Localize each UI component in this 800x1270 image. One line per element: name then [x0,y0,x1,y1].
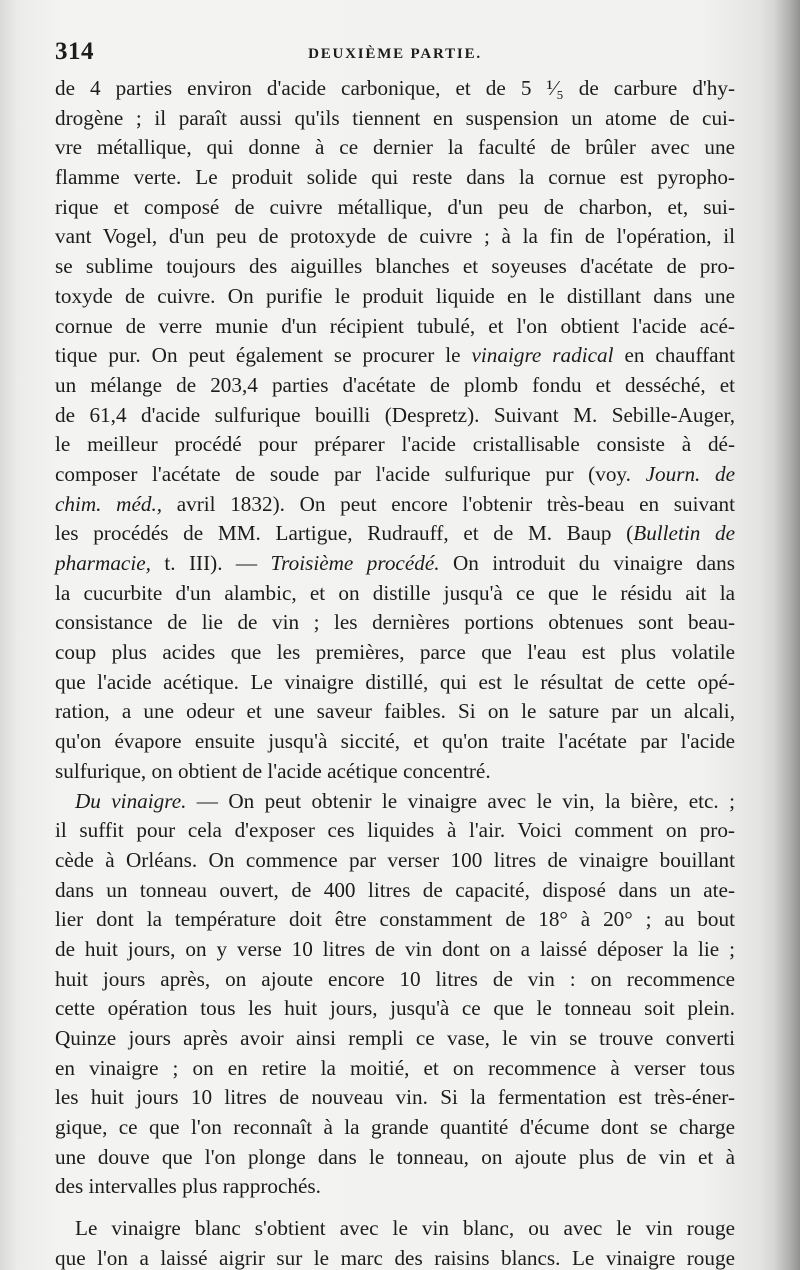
text-line: de 61,4 d'acide sulfurique bouilli (Despretz). Suivant M. Sebille-Auger, [55,402,735,427]
text-line-mixed [55,549,735,579]
text-line: cette opération tous les huit jours, jusqu'à ce que le tonneau soit plein. [55,996,735,1021]
text-line: le meilleur procédé pour préparer l'acide cristallisable consiste à dé- [55,432,735,457]
italic-citation: pharmacie, [55,551,151,575]
italic-citation: chim. méd., [55,491,163,516]
text-line: de 4 parties environ d'acide carbonique, et de 5 ¹⁄₅ de carbure d'hy- [55,76,735,100]
text-run: composer l'acétate de soude par l'acide sulfurique pur (voy. [55,461,646,486]
text-line: flamme verte. Le produit solide qui reste dans la cornue est pyropho- [55,165,735,190]
text-line: dans un tonneau ouvert, de 400 litres de capacité, disposé dans un ate- [55,877,735,902]
text-line: vant Vogel, d'un peu de protoxyde de cuivre ; à la fin de l'opération, il [55,224,735,249]
text-line: huit jours après, on ajoute encore 10 litres de vin : on recommence [55,966,735,991]
text-line-mixed [55,341,735,371]
text-line: des intervalles plus rapprochés. [55,1174,321,1199]
text-line-mixed [55,787,735,817]
text-line: se sublime toujours des aiguilles blanches et soyeuses d'acétate de pro- [55,254,735,279]
text-line: coup plus acides que les premières, parce que l'eau est plus volatile [55,640,735,665]
text-line: consistance de lie de vin ; les dernières portions obtenues sont beau- [55,610,735,635]
text-line: toxyde de cuivre. On purifie le produit liquide en le distillant dans une [55,283,735,308]
text-line: rique et composé de cuivre métallique, d'un peu de charbon, et, sui- [55,194,735,219]
text-run: t. III). — [150,551,271,575]
text-line: la cucurbite d'un alambic, et on distille jusqu'à ce que le résidu ait la [55,580,735,605]
text-line: il suffit pour cela d'exposer ces liquides à l'air. Voici comment on pro- [55,818,735,843]
text-run: tique pur. On peut également se procurer le [55,343,472,368]
text-line: cède à Orléans. On commence par verser 100 litres de vinaigre bouillant [55,847,735,872]
text-run: On introduit du vinaigre dans [439,551,736,575]
italic-heading: Du vinaigre. [75,788,187,813]
italic-citation: Journ. de [645,461,735,486]
text-run: les procédés de MM. Lartigue, Rudrauff, et de M. Baup ( [55,521,634,546]
italic-term: vinaigre radical [471,343,614,368]
text-line: un mélange de 203,4 parties d'acétate de plomb fondu et desséché, et [55,372,735,397]
text-line: de huit jours, on y verse 10 litres de vin dont on a laissé déposer la lie ; [55,936,735,961]
body-text [55,74,735,1270]
text-line-mixed [55,519,735,549]
text-line: vre métallique, qui donne à ce dernier la faculté de brûler avec une [55,135,735,160]
running-head: DEUXIÈME PARTIE. [308,46,482,62]
paragraph-gap [55,1202,735,1214]
text-line: en vinaigre ; on en retire la moitié, et on recommence à verser tous [55,1055,735,1080]
text-line: drogène ; il paraît aussi qu'ils tiennent en suspension un atome de cui- [55,105,735,130]
text-line: gique, ce que l'on reconnaît à la grande quantité d'écume dont se charge [55,1115,735,1140]
page-edge-shadow [774,0,800,1270]
page-number: 314 [55,38,94,65]
text-line: ration, a une odeur et une saveur faibles. Si on le sature par un alcali, [55,699,735,724]
text-line: que l'on a laissé aigrir sur le marc des raisins blancs. Le vinaigre rouge [55,1245,735,1270]
text-line: Le vinaigre blanc s'obtient avec le vin blanc, ou avec le vin rouge [75,1216,735,1241]
text-run: avril 1832). On peut encore l'obtenir très-beau en suivant [162,491,735,516]
text-line: une douve que l'on plonge dans le tonneau, on ajoute plus de vin et à [55,1144,735,1169]
text-line: sulfurique, on obtient de l'acide acétique concentré. [55,758,491,783]
italic-heading: Troisième procédé. [270,551,440,575]
text-line: les huit jours 10 litres de nouveau vin. Si la fermentation est très-éner- [55,1085,735,1110]
text-line-mixed [55,460,735,490]
text-line: Quinze jours après avoir ainsi rempli ce vase, le vin se trouve converti [55,1026,735,1050]
page-header [55,38,735,68]
text-run: en chauffant [613,343,735,368]
text-line: lier dont la température doit être constamment de 18° à 20° ; au bout [55,907,735,932]
text-line: que l'acide acétique. Le vinaigre distillé, qui est le résultat de cette opé- [55,669,735,694]
italic-citation: Bulletin de [633,521,736,546]
text-run: — On peut obtenir le vinaigre avec le vin, la bière, etc. ; [186,788,736,813]
text-line: cornue de verre munie d'un récipient tubulé, et l'on obtient l'acide acé- [55,313,735,338]
text-line: qu'on évapore ensuite jusqu'à siccité, et qu'on traite l'acétate par l'acide [55,729,735,754]
text-line-mixed [55,490,735,520]
